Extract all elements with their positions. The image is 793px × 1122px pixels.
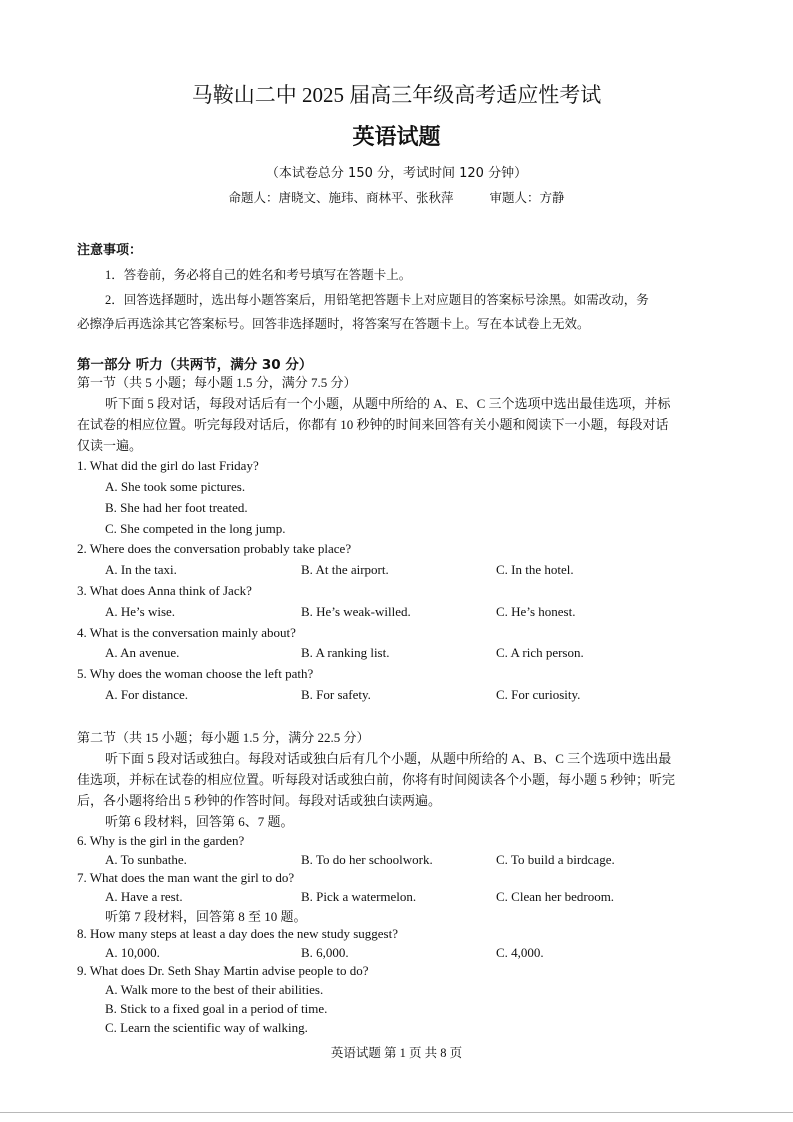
section1-instruction-line-1: 听下面 5 段对话，每段对话后有一个小题，从题中所给的 A、E、C 三个选项中选出最佳选项，并标 bbox=[105, 396, 671, 411]
part1-heading: 第一部分 听力（共两节，满分 30 分） bbox=[77, 357, 313, 373]
authors-line bbox=[0, 188, 793, 206]
question-1-option-a: A. She took some pictures. bbox=[105, 479, 246, 494]
section2-heading: 第二节（共 15 小题；每小题 1.5 分，满分 22.5 分） bbox=[77, 730, 370, 745]
exam-title: 马鞍山二中 2025 届高三年级高考适应性考试 bbox=[191, 83, 602, 107]
page-footer: 英语试题 第 1 页 共 8 页 bbox=[330, 1046, 463, 1060]
section2-instruction-line-1: 听下面 5 段对话或独白。每段对话或独白后有几个小题，从题中所给的 A、B、C 三个选项中选出最 bbox=[105, 751, 672, 766]
notice-heading: 注意事项： bbox=[77, 243, 143, 258]
question-8-option-b: B. 6,000. bbox=[301, 945, 349, 960]
question-6-option-b: B. To do her schoolwork. bbox=[301, 852, 433, 867]
notice-item-1: 1．答卷前，务必将自己的姓名和考号填写在答题卡上。 bbox=[105, 268, 412, 282]
question-1: 1. What did the girl do last Friday? bbox=[77, 458, 259, 473]
section1-instruction-line-3: 仅读一遍。 bbox=[77, 438, 143, 453]
section2-instruction-line-3: 后，各小题将给出 5 秒钟的作答时间。每段对话或独白读两遍。 bbox=[77, 793, 442, 808]
question-7-option-c: C. Clean her bedroom. bbox=[496, 889, 615, 904]
material-7-note: 听第 7 段材料，回答第 8 至 10 题。 bbox=[105, 909, 307, 924]
subject-title: 英语试题 bbox=[352, 125, 441, 150]
question-5-option-c: C. For curiosity. bbox=[496, 687, 581, 702]
question-6-option-a: A. To sunbathe. bbox=[105, 852, 187, 867]
question-4: 4. What is the conversation mainly about? bbox=[77, 625, 296, 640]
setters: 命题人：唐晓文、施玮、商林平、张秋萍 bbox=[228, 191, 454, 205]
notice-item-2-line-1: 2．回答选择题时，选出每小题答案后，用铅笔把答题卡上对应题目的答案标号涂黑。如需改动，务 bbox=[105, 293, 649, 307]
question-9-option-a: A. Walk more to the best of their abilities. bbox=[105, 982, 324, 997]
question-2-option-b: B. At the airport. bbox=[301, 562, 389, 577]
question-2: 2. Where does the conversation probably take place? bbox=[77, 541, 352, 556]
question-7: 7. What does the man want the girl to do? bbox=[77, 870, 295, 885]
section2-instruction-line-2: 佳选项，并标在试卷的相应位置。听每段对话或独白前，你将有时间阅读各个小题，每小题 5 秒钟；听完 bbox=[77, 772, 676, 787]
exam-info: （本试卷总分 150 分，考试时间 120 分钟） bbox=[265, 166, 528, 181]
page-bottom-divider bbox=[0, 1112, 793, 1113]
question-1-option-c: C. She competed in the long jump. bbox=[105, 521, 286, 536]
question-8-option-a: A. 10,000. bbox=[105, 945, 160, 960]
question-8: 8. How many steps at least a day does the new study suggest? bbox=[77, 926, 398, 941]
question-5-option-b: B. For safety. bbox=[301, 687, 371, 702]
notice-item-2-line-2: 必擦净后再选涂其它答案标号。回答非选择题时，将答案写在答题卡上。写在本试卷上无效。 bbox=[77, 317, 590, 331]
question-1-option-b: B. She had her foot treated. bbox=[105, 500, 248, 515]
question-9-option-b: B. Stick to a fixed goal in a period of time. bbox=[105, 1001, 328, 1016]
question-7-option-a: A. Have a rest. bbox=[105, 889, 183, 904]
material-6-note: 听第 6 段材料，回答第 6、7 题。 bbox=[105, 814, 294, 829]
question-4-option-b: B. A ranking list. bbox=[301, 645, 390, 660]
question-6: 6. Why is the girl in the garden? bbox=[77, 833, 245, 848]
question-4-option-c: C. A rich person. bbox=[496, 645, 584, 660]
question-7-option-b: B. Pick a watermelon. bbox=[301, 889, 417, 904]
question-3-option-a: A. He’s wise. bbox=[105, 604, 176, 619]
question-5: 5. Why does the woman choose the left path? bbox=[77, 666, 314, 681]
question-9-option-c: C. Learn the scientific way of walking. bbox=[105, 1020, 308, 1035]
question-6-option-c: C. To build a birdcage. bbox=[496, 852, 615, 867]
section1-instruction-line-2: 在试卷的相应位置。听完每段对话后，你都有 10 秒钟的时间来回答有关小题和阅读下一小题，每段对话 bbox=[77, 417, 669, 432]
question-3-option-c: C. He’s honest. bbox=[496, 604, 576, 619]
question-9: 9. What does Dr. Seth Shay Martin advise people to do? bbox=[77, 963, 369, 978]
question-4-option-a: A. An avenue. bbox=[105, 645, 180, 660]
question-5-option-a: A. For distance. bbox=[105, 687, 189, 702]
question-8-option-c: C. 4,000. bbox=[496, 945, 544, 960]
section1-heading: 第一节（共 5 小题；每小题 1.5 分，满分 7.5 分） bbox=[77, 375, 357, 390]
question-3-option-b: B. He’s weak-willed. bbox=[301, 604, 411, 619]
reviewer: 审题人：方静 bbox=[489, 191, 565, 205]
question-2-option-a: A. In the taxi. bbox=[105, 562, 177, 577]
question-2-option-c: C. In the hotel. bbox=[496, 562, 574, 577]
question-3: 3. What does Anna think of Jack? bbox=[77, 583, 252, 598]
